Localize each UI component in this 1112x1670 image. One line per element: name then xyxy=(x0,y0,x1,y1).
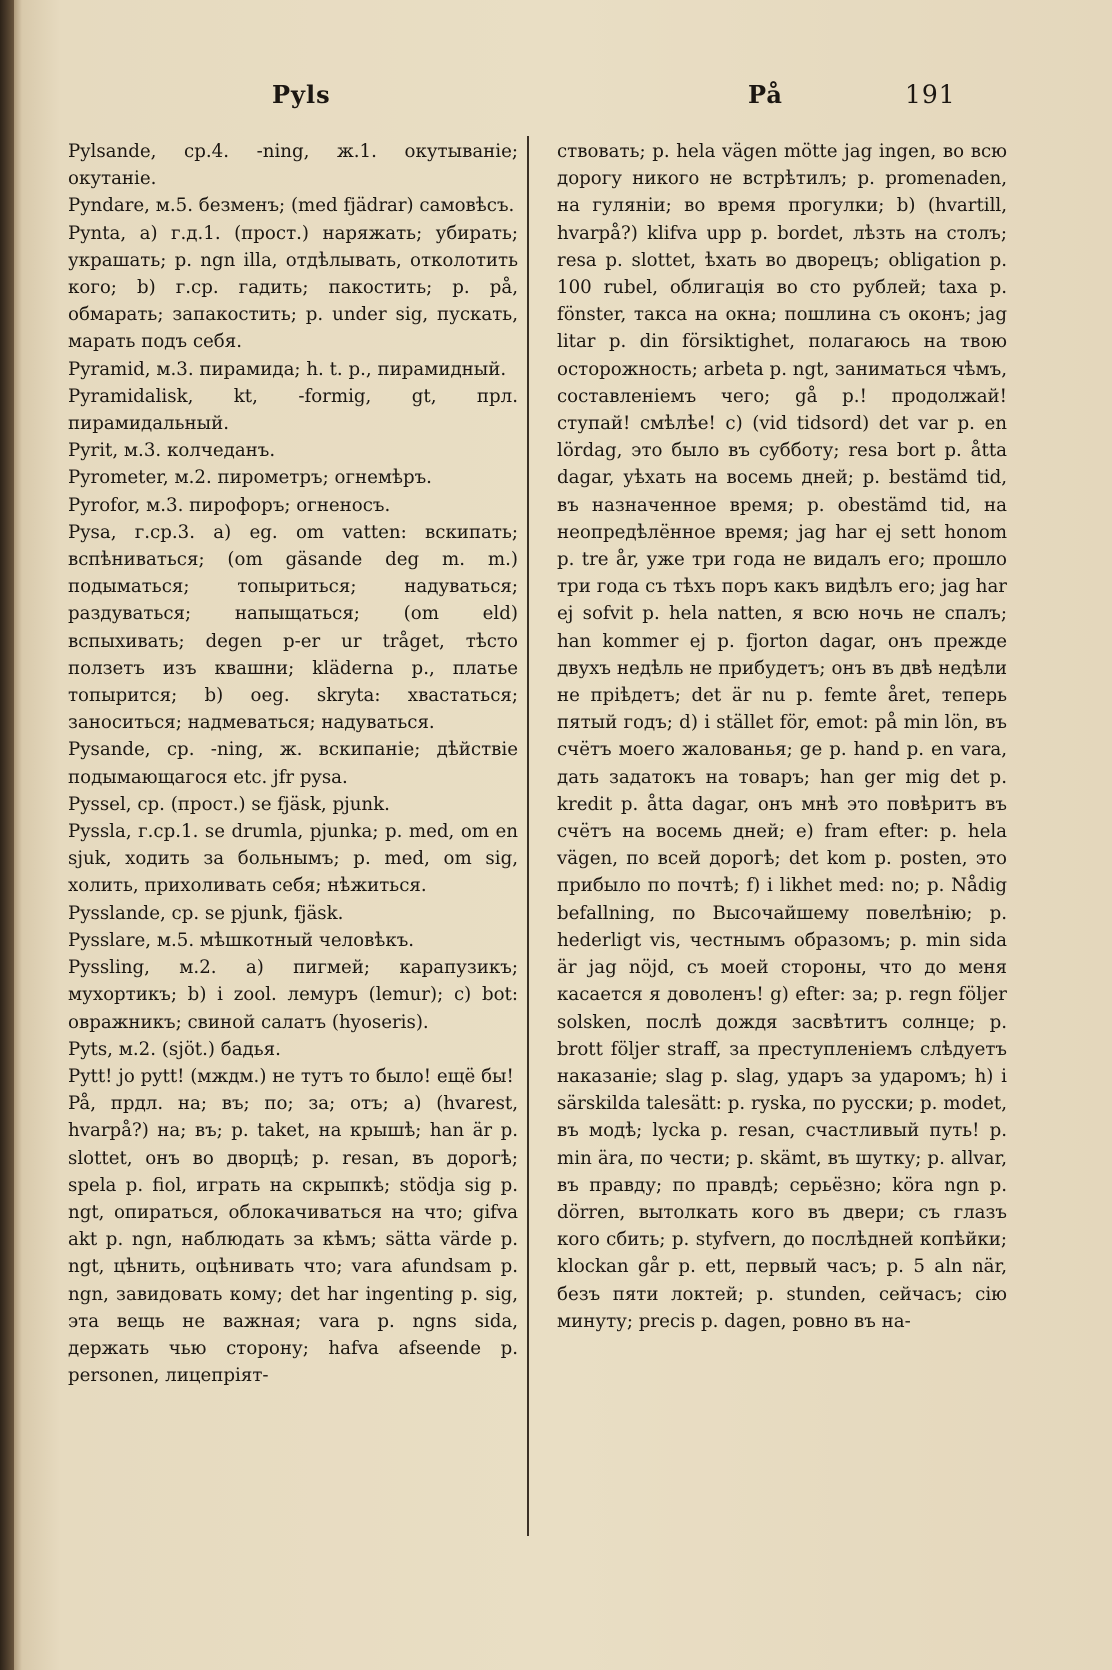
entry: Pyndare, м.5. безменъ; (med fjädrar) самовѣсъ. xyxy=(68,195,515,217)
entry: På, прдл. на; въ; по; за; отъ; a) (hvarest, hvarpå?) на; въ; p. taket, на крышѣ; han är p. slottet, онъ во дворцѣ; p. resan, въ дорогѣ; spela p. fiol, играть на скрыпкѣ; stödja sig p. ngt, опираться, облокачиваться на что; gifva akt p. ngn, наблюдать за кѣмъ; sätta värde p. ngt, цѣнить, оцѣнивать что; vara afundsam p. ngn, завидовать кому; det har ingenting p. sig, эта вещь не важная; vara p. ngns sida, держать чью сторону; hafva afseende p. personen, лицепріят- xyxy=(68,1093,518,1387)
entry: Pyssel, ср. (прост.) se fjäsk, pjunk. xyxy=(68,793,390,815)
header-right-word: På xyxy=(748,80,783,109)
entry: Pyrofor, м.3. пирофоръ; огненосъ. xyxy=(68,494,391,516)
entry: Pylsande, ср.4. -ning, ж.1. окутываніе; окутаніе. xyxy=(68,141,518,190)
entry: Pysslande, ср. se pjunk, fjäsk. xyxy=(68,902,344,924)
entry: Pyts, м.2. (sjöt.) бадья. xyxy=(68,1038,281,1060)
entry: Pyssla, г.ср.1. se drumla, pjunka; p. med, om en sjuk, ходить за больнымъ; p. med, om sig, холить, прихоливать себя; нѣжиться. xyxy=(68,821,518,897)
entry: ствовать; p. hela vägen mötte jag ingen, во всю дорогу никого не встрѣтилъ; p. promenaden, на гуляніи; во время прогулки; b) (hvartill, hvarpå?) klifva upp p. bordet, лѣзть на столъ; resa p. slottet, ѣхать во дворецъ; obligation p. 100 rubel, облигація во сто рублей; taxa p. fönster, такса на окна; пошлина съ оконъ; jag litar p. din försiktighet, полагаюсь на твою осторожность; arbeta p. ngt, заниматься чѣмъ, составленіемъ чего; gå p.! продолжай! ступай! смѣлѣе! c) (vid tidsord) det var p. en lördag, это было въ субботу; resa bort p. åtta dagar, уѣхать на восемь дней; p. bestämd tid, въ назначенное время; p. obestämd tid, на неопредѣлённое время; jag har ej sett honom p. tre år, уже три года не видалъ его; прошло три года съ тѣхъ поръ какъ видѣлъ его; jag har ej sofvit p. hela natten, я всю ночь не спалъ; han kommer ej p. fjorton dagar, онъ прежде двухъ недѣль не прибудетъ; онъ въ двѣ недѣли не пріѣдетъ; det är nu p. femte året, теперь пятый годъ; d) i stället för, emot: på min lön, въ счётъ моего жалованья; ge p. hand p. en vara, дать задатокъ на товаръ; han ger mig det p. kredit p. åtta dagar, онъ мнѣ это повѣритъ въ счётъ на восемь дней; e) fram efter: p. hela vägen, по всей дорогѣ; det kom p. posten, это прибыло по почтѣ; f) i likhet med: no; p. Nådig befallning, по Высочайшему повелѣнію; p. hederligt vis, честнымъ образомъ; p. min sida är jag nöjd, съ моей стороны, что до меня касается я доволенъ! g) efter: за; p. regn följer solsken, послѣ дождя засвѣтитъ солнце; p. brott följer straff, за преступленіемъ слѣдуетъ наказаніе; slag p. slag, ударъ за ударомъ; h) i särskilda talesätt: p. ryska, по русски; p. modet, въ модѣ; lycka p. resan, счастливый путь! p. min ära, по чести; p. skämt, въ шутку; p. allvar, въ правду; по правдѣ; серьёзно; köra ngn p. dörren, вытолкать кого въ двери; съ глазъ кого сбить; p. styfvern, до послѣдней копѣйки; klockan går p. ett, первый часъ; p. 5 aln när, безъ пяти локтей; p. stunden, сейчасъ; сію минуту; precis p. dagen, ровно въ на- xyxy=(557,141,1007,1332)
header-left-word: Pyls xyxy=(272,80,331,109)
left-column xyxy=(68,138,518,1389)
entry: Pysande, ср. -ning, ж. вскипаніе; дѣйствіе подымающагося etc. jfr pysa. xyxy=(68,739,518,788)
entry: Pyramidalisk, kt, -formig, gt, прл. пирамидальный. xyxy=(68,385,518,435)
entry: Pyssling, м.2. a) пигмей; карапузикъ; мухортикъ; b) i zool. лемуръ (lemur); c) bot: овражникъ; свиной салатъ (hyoseris). xyxy=(68,957,518,1033)
binding-shadow xyxy=(0,0,14,1670)
right-column xyxy=(557,138,1007,1335)
entry: Pytt! jo pytt! (мждм.) не тутъ то было! ещё бы! xyxy=(68,1065,514,1087)
entry: Pynta, a) г.д.1. (прост.) наряжать; убирать; украшать; p. ngn illa, отдѣлывать, отколотить кого; b) г.ср. гадить; пакостить; p. på, обмарать; запакостить; p. under sig, пускать, марать подъ себя. xyxy=(68,222,518,353)
entry: Pyramid, м.3. пирамида; h. t. p., пирамидный. xyxy=(68,358,507,380)
entry: Pysslare, м.5. мѣшкотный человѣкъ. xyxy=(68,929,415,951)
entry: Pysa, г.ср.3. a) eg. om vatten: вскипать; вспѣниваться; (om gäsande deg m. m.) подыматься; топыриться; надуваться; раздуваться; напыщаться; (om eld) вспыхивать; degen p-er ur tråget, тѣсто ползетъ изъ квашни; kläderna p., платье топырится; b) oeg. skryta: хвастаться; заноситься; надмеваться; надуваться. xyxy=(68,521,518,734)
entry: Pyrit, м.3. колчеданъ. xyxy=(68,440,276,462)
running-head xyxy=(0,80,1112,120)
page-number: 191 xyxy=(905,80,956,109)
column-divider xyxy=(527,136,529,1536)
entry: Pyrometer, м.2. пирометръ; огнемѣръ. xyxy=(68,467,432,489)
